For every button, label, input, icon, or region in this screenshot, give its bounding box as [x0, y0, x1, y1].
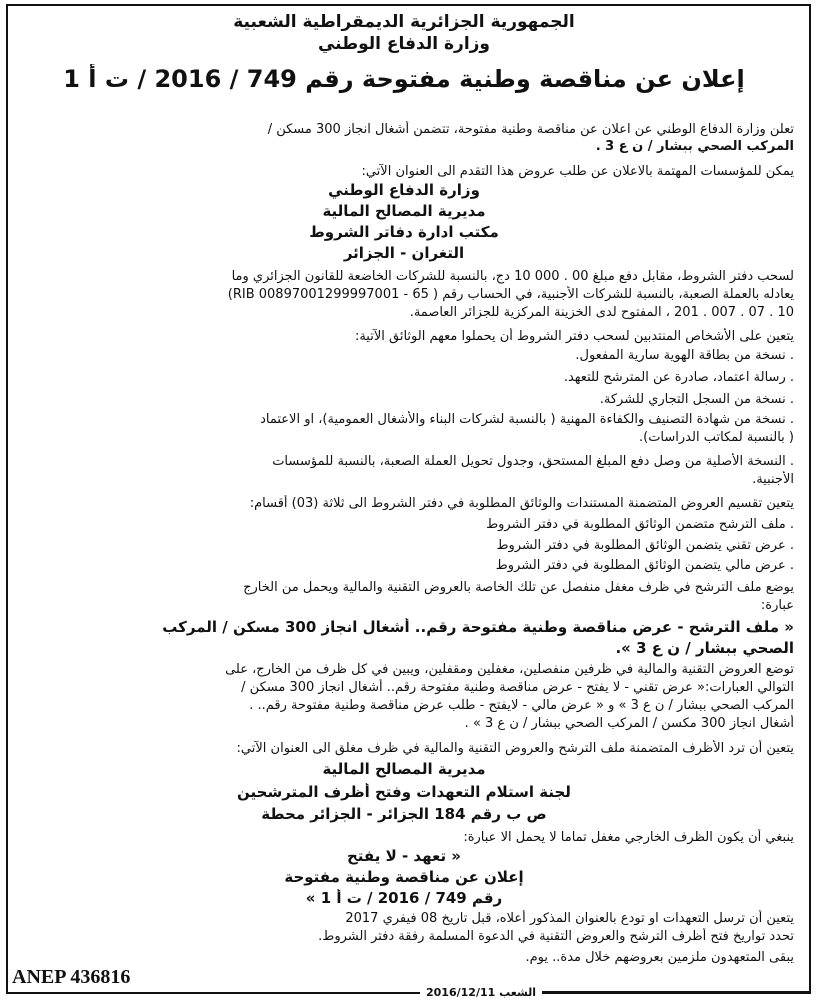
address-line: وزارة الدفاع الوطني: [328, 181, 480, 199]
envelope-label: رقم 749 / 2016 / ت أ 1 »: [305, 889, 503, 907]
republic-heading: الجمهورية الجزائرية الديمقراطية الشعبية: [233, 14, 575, 31]
envelope-label: « تعهد - لا يفتح: [346, 847, 461, 865]
list-item: . نسخة من بطاقة الهوية سارية المفعول.: [575, 348, 794, 363]
list-item: الأجنبية.: [752, 472, 794, 487]
envelope-label: الصحي ببشار / ن ع 3 ».: [615, 639, 794, 657]
list-item: . النسخة الأصلية من وصل دفع المبلغ المستحق، وجدول تحويل العملة الصعبة، بالنسبة للمؤسسات: [272, 454, 794, 469]
body-line: يوضع ملف الترشح في ظرف مغفل منفصل عن تلك الخاصة بالعروض التقنية والمالية ويحمل من الخارج: [243, 580, 794, 595]
intro-line: تعلن وزارة الدفاع الوطني عن اعلان عن مناقصة وطنية مفتوحة، تتضمن أشغال انجاز 300 مسكن /: [267, 122, 794, 137]
address-line: مديرية المصالح المالية: [322, 202, 486, 220]
envelope-label: إعلان عن مناقصة وطنية مفتوحة: [284, 868, 524, 886]
list-item: . نسخة من السجل التجاري للشركة.: [599, 392, 794, 407]
anep-reference: ANEP 436816: [12, 966, 131, 988]
address-line: لجنة استلام التعهدات وفتح أظرف المترشحين: [237, 783, 571, 801]
body-line: توضع العروض التقنية والمالية في ظرفين منفصلين، مغفلين ومقفلين، ويبين في كل ظرف من الخارج، على: [225, 662, 794, 677]
intro-line: المركب الصحي ببشار / ن ع 3 .: [595, 139, 794, 154]
envelope-label: « ملف الترشح - عرض مناقصة وطنية مفتوحة رقم.. أشغال انجاز 300 مسكن / المركب: [162, 618, 794, 636]
announcement-title: إعلان عن مناقصة وطنية مفتوحة رقم 749 / 2016 / ت أ 1: [63, 65, 745, 93]
body-line: يتعين أن ترد الأظرف المتضمنة ملف الترشح والعروض التقنية والمالية في ظرف مغلق الى العنوان الآتي:: [236, 741, 794, 756]
body-line: أشغال انجاز 300 مكسن / المركب الصحي ببشار / ن ع 3 » .: [464, 716, 794, 731]
body-line: يبقى المتعهدون ملزمين بعروضهم خلال مدة.. يوم.: [525, 950, 794, 965]
body-line: يتعين تقسيم العروض المتضمنة المستندات والوثائق المطلوبة في دفتر الشروط الى ثلاثة (03) أقسام:: [249, 496, 794, 511]
body-line: 10 . 07 . 007 . 201 ، المفتوح لدى الخزينة المركزية للجزائر العاصمة.: [409, 305, 794, 320]
address-line: ص ب رقم 184 الجزائر - الجزائر محطة: [261, 805, 547, 823]
address-line: مديرية المصالح المالية: [322, 760, 486, 778]
body-line: تحدد تواريخ فتح أظرف الترشح والعروض التقنية في الدعوة المسلمة رفقة دفتر الشروط.: [318, 929, 794, 944]
body-line: المركب الصحي ببشار / ن ع 3 » و « عرض مالي - لايفتح - طلب عرض مناقصة وطنية مفتوحة رقم.. .: [249, 698, 794, 713]
body-line: يعادله بالعملة الصعبة، بالنسبة للشركات الأجنبية، في الحساب رقم ( 65 - RIB 00897001299997001): [227, 287, 794, 302]
body-line: عبارة:: [760, 598, 794, 613]
newspaper-date: الشعب 2016/12/11: [420, 986, 542, 999]
intro-line: يمكن للمؤسسات المهتمة بالاعلان عن طلب عروض هذا التقدم الى العنوان الآتي:: [361, 164, 794, 179]
address-line: التغران - الجزائر: [343, 244, 465, 262]
list-item: . رسالة اعتماد، صادرة عن المترشح للتعهد.: [563, 370, 794, 385]
body-line: يتعين أن ترسل التعهدات او تودع بالعنوان المذكور أعلاه، قبل تاريخ 08 فيفري 2017: [345, 911, 794, 926]
list-item: . نسخة من شهادة التصنيف والكفاءة المهنية ( بالنسبة لشركات البناء والأشغال العمومية)، او الاعتماد: [260, 412, 794, 427]
list-item: . عرض مالي يتضمن الوثائق المطلوبة في دفتر الشروط: [495, 558, 794, 573]
body-line: يتعين على الأشخاص المنتدبين لسحب دفتر الشروط أن يحملوا معهم الوثائق الآتية:: [354, 329, 794, 344]
list-item: . عرض تقني يتضمن الوثائق المطلوبة في دفتر الشروط: [496, 538, 794, 553]
body-line: ينبغي أن يكون الظرف الخارجي مغفل تماما لا يحمل الا عبارة:: [463, 830, 794, 845]
body-line: لسحب دفتر الشروط، مقابل دفع مبلغ 00 . 000 10 دج، بالنسبة للشركات الخاضعة للقانون الجزائري وما: [231, 269, 794, 284]
body-line: التوالي العبارات:« عرض تقني - لا يفتح - عرض مناقصة وطنية مفتوحة رقم.. أشغال انجاز 300 مسكن /: [241, 680, 794, 695]
list-item: . ملف الترشح متضمن الوثائق المطلوبة في دفتر الشروط: [486, 517, 794, 532]
list-item: ( بالنسبة لمكاتب الدراسات).: [638, 430, 794, 445]
address-line: مكتب ادارة دفاتر الشروط: [309, 223, 499, 241]
ministry-heading: وزارة الدفاع الوطني: [317, 36, 491, 53]
